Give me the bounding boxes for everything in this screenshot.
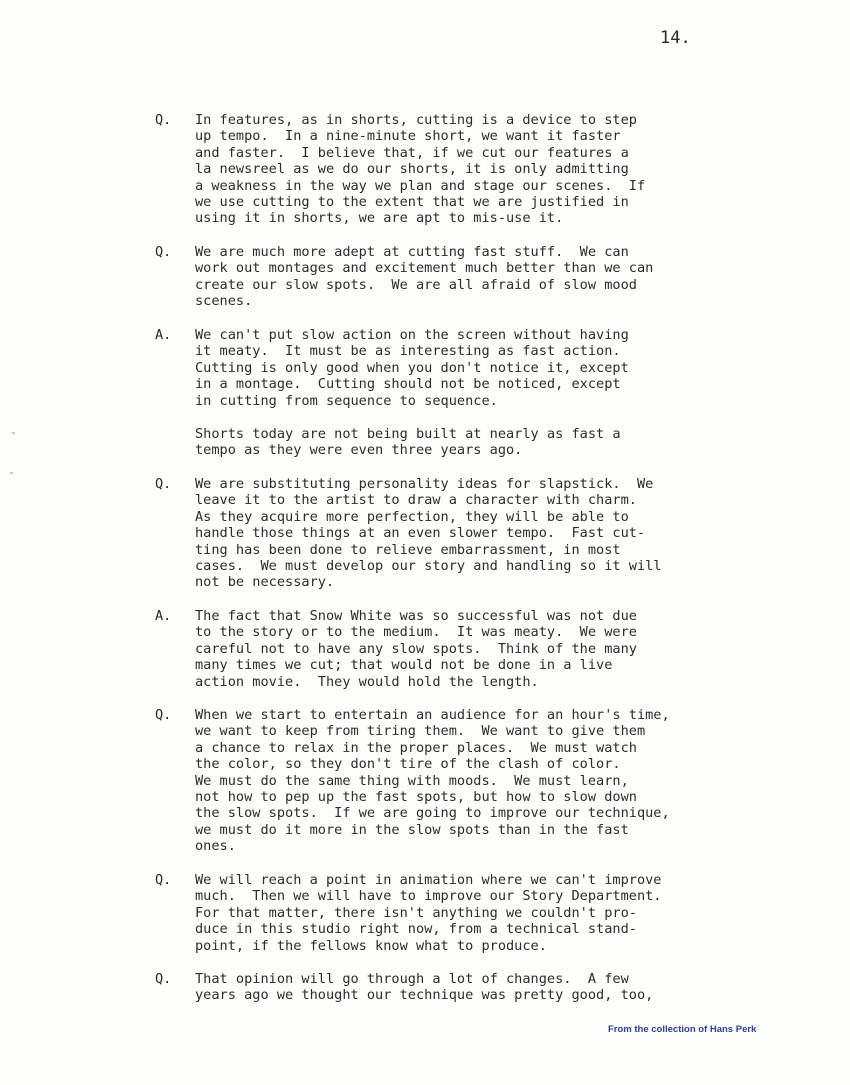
text-line: we must do it more in the slow spots than in the fast [195, 821, 629, 838]
text-line: That opinion will go through a lot of changes. A few [195, 971, 629, 987]
text-line: We are much more adept at cutting fast stuff. We can [195, 244, 629, 260]
text-line: it meaty. It must be as interesting as fast action. [195, 343, 621, 360]
text-line: ting has been done to relieve embarrassment, in most [195, 541, 621, 558]
paragraph-label: Q. [155, 244, 172, 260]
text-line: We are substituting personality ideas for slapstick. We [195, 476, 654, 492]
text-line: Shorts today are not being built at nearly as fast a [195, 426, 621, 442]
text-line: we want to keep from tiring them. We want to give them [195, 723, 646, 740]
text-line: careful not to have any slow spots. Think of the many [195, 640, 637, 657]
collection-credit: From the collection of Hans Perk [608, 1024, 757, 1035]
text-line: scenes. [195, 293, 253, 310]
text-line: we use cutting to the extent that we are justified in [195, 193, 629, 210]
text-line: to the story or to the medium. It was meaty. We were [195, 624, 637, 641]
text-line: tempo as they were even three years ago. [195, 442, 523, 459]
text-line: not be necessary. [195, 574, 335, 591]
text-line: up tempo. In a nine-minute short, we want it faster [195, 128, 621, 145]
text-line: in cutting from sequence to sequence. [195, 392, 498, 409]
text-line: We will reach a point in animation where we can't improve [195, 872, 662, 888]
text-line: many times we cut; that would not be done in a live [195, 657, 613, 674]
text-line: the color, so they don't tire of the clash of color. [195, 756, 621, 773]
text-line: in a montage. Cutting should not be noticed, except [195, 376, 621, 393]
paragraph-label: A. [155, 608, 172, 624]
paragraph-label: Q. [155, 971, 172, 987]
paragraph-label: A. [155, 327, 172, 343]
paragraph-label: Q. [155, 112, 172, 128]
text-line: In features, as in shorts, cutting is a device to step [195, 112, 637, 128]
text-line: years ago we thought our technique was pretty good, too, [195, 987, 654, 1004]
paragraph-label: Q. [155, 707, 172, 723]
text-line: much. Then we will have to improve our Story Department. [195, 888, 662, 905]
text-line: point, if the fellows know what to produce. [195, 937, 547, 954]
paper-speck [12, 432, 15, 434]
text-line: a weakness in the way we plan and stage our scenes. If [195, 177, 646, 194]
text-line: duce in this studio right now, from a technical stand- [195, 921, 637, 938]
text-line: leave it to the artist to draw a character with charm. [195, 492, 637, 509]
text-line: As they acquire more perfection, they will be able to [195, 508, 629, 525]
text-line: using it in shorts, we are apt to mis-use it. [195, 210, 564, 227]
text-line: When we start to entertain an audience for an hour's time, [195, 707, 670, 723]
text-line: work out montages and excitement much better than we can [195, 260, 654, 277]
text-line: For that matter, there isn't anything we couldn't pro- [195, 904, 637, 921]
text-line: la newsreel as we do our shorts, it is only admitting [195, 161, 629, 178]
text-line: not how to pep up the fast spots, but how to slow down [195, 788, 637, 805]
text-line: a chance to relax in the proper places. We must watch [195, 739, 637, 756]
text-line: action movie. They would hold the length. [195, 673, 539, 690]
paragraph-label: Q. [155, 872, 172, 888]
text-line: and faster. I believe that, if we cut our features a [195, 144, 629, 161]
text-line: the slow spots. If we are going to improve our technique, [195, 805, 670, 822]
text-line: The fact that Snow White was so successful was not due [195, 608, 637, 624]
text-line: ones. [195, 838, 236, 855]
text-line: handle those things at an even slower tempo. Fast cut- [195, 525, 646, 542]
text-line: cases. We must develop our story and handling so it will [195, 557, 662, 574]
text-line: Cutting is only good when you don't notice it, except [195, 359, 629, 376]
text-line: create our slow spots. We are all afraid of slow mood [195, 276, 637, 293]
paper-speck [10, 472, 13, 474]
text-line: We must do the same thing with moods. We must learn, [195, 772, 629, 789]
paragraph-label: Q. [155, 476, 172, 492]
text-line: We can't put slow action on the screen without having [195, 327, 629, 343]
page-number: 14. [660, 28, 691, 48]
